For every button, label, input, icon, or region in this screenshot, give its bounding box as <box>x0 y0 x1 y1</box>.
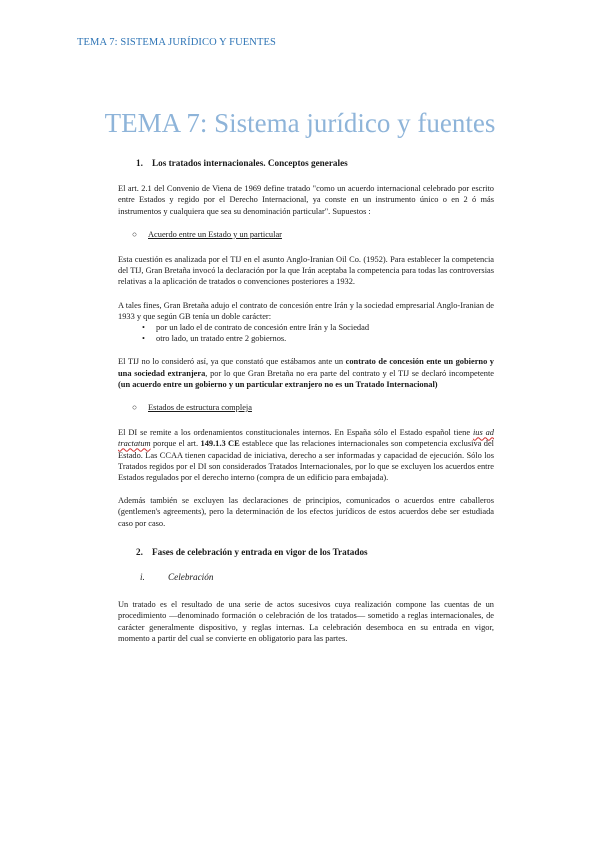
subheading-estados <box>132 402 494 413</box>
subheading-acuerdo <box>132 229 494 240</box>
paragraph: Esta cuestión es analizada por el TIJ en el asunto Anglo-Iranian Oil Co. (1952). Para establecer la competencia del TIJ, Gran Bretaña invocó la declaración por la que Irán aceptaba la competencia para todas las controversias relativas a la aplicación de tratados o convenciones posteriores a 1932. <box>118 255 494 287</box>
circle-bullet-icon: ○ <box>132 229 138 239</box>
bullet-icon: • <box>142 334 145 344</box>
section-1-heading <box>136 158 494 169</box>
subsection-heading <box>140 572 494 583</box>
paragraph: El DI se remite a los ordenamientos constitucionales internos. En España sólo el Estado español tiene ius ad tractatum porque el art. 149.1.3 CE establece que las relaciones internacionales son competencia exclusiva del Estado. Las CCAA tienen capacidad de iniciativa, derecho a ser informadas y capacidad de ejecución. Sólo los Tratados regidos por el DI son considerados Tratados Internacionales, por lo que se excluyen los acuerdos entre Estados regulados por el derecho interno (compra de un edificio para embajada). <box>118 428 495 483</box>
paragraph: Además también se excluyen las declaraciones de principios, comunicados o acuerdos entre caballeros (gentlemen's agreements), pero la determinación de los efectos jurídicos de estos acuerdos debe ser estudiada caso por caso. <box>118 496 494 528</box>
subsection-title: Celebración <box>168 572 214 583</box>
paragraph: Un tratado es el resultado de una serie de actos sucesivos cuya realización compone las cuentas de un procedimiento —denominado formación o celebración de los tratados— sometido a reglas internacionales, de carácter generalmente dispositivo, y reglas internas. La celebración desemboca en su entrada en vigor, momento a partir del cual se convierte en obligatorio para las partes. <box>118 600 494 643</box>
subsection-number: i. <box>140 572 145 583</box>
paragraph: El art. 2.1 del Convenio de Viena de 1969 define tratado "como un acuerdo internacional celebrado por escrito entre Estados y regido por el Derecho Internacional, ya conste en un instrumento único o en 2 ó más instrumentos y cualquiera que sea su denominación particular". Supuestos : <box>118 184 494 216</box>
bullet-list <box>118 322 494 344</box>
running-header: TEMA 7: SISTEMA JURÍDICO Y FUENTES <box>77 37 276 48</box>
circle-bullet-icon: ○ <box>132 403 138 413</box>
section-number: 2. <box>136 546 143 557</box>
subheading-label: Estados de estructura compleja <box>148 403 252 413</box>
section-title: Los tratados internacionales. Conceptos generales <box>152 158 348 168</box>
section-number: 1. <box>136 158 143 168</box>
paragraph: A tales fines, Gran Bretaña adujo el contrato de concesión entre Irán y la sociedad empresarial Anglo-Iranian de 1933 y que según GB tenía un doble carácter: <box>118 300 494 321</box>
section-title: Fases de celebración y entrada en vigor de los Tratados <box>152 546 368 557</box>
document-title: TEMA 7: Sistema jurídico y fuentes <box>104 108 496 138</box>
section-2-heading <box>136 547 494 558</box>
subheading-label: Acuerdo entre un Estado y un particular <box>148 229 282 239</box>
bullet-icon: • <box>142 323 145 333</box>
document-body <box>118 158 494 656</box>
list-item: • por un lado el de contrato de concesión entre Irán y la Sociedad <box>142 323 370 333</box>
paragraph: El TIJ no lo consideró así, ya que constató que estábamos ante un contrato de concesión ente un gobierno y una sociedad extranjera, por lo que Gran Bretaña no era parte del contrato y el TIJ se declaró incompetente (un acuerdo entre un gobierno y un particular extranjero no es un Tratado Internacional) <box>118 357 494 389</box>
list-item: • otro lado, un tratado entre 2 gobiernos. <box>142 334 287 344</box>
